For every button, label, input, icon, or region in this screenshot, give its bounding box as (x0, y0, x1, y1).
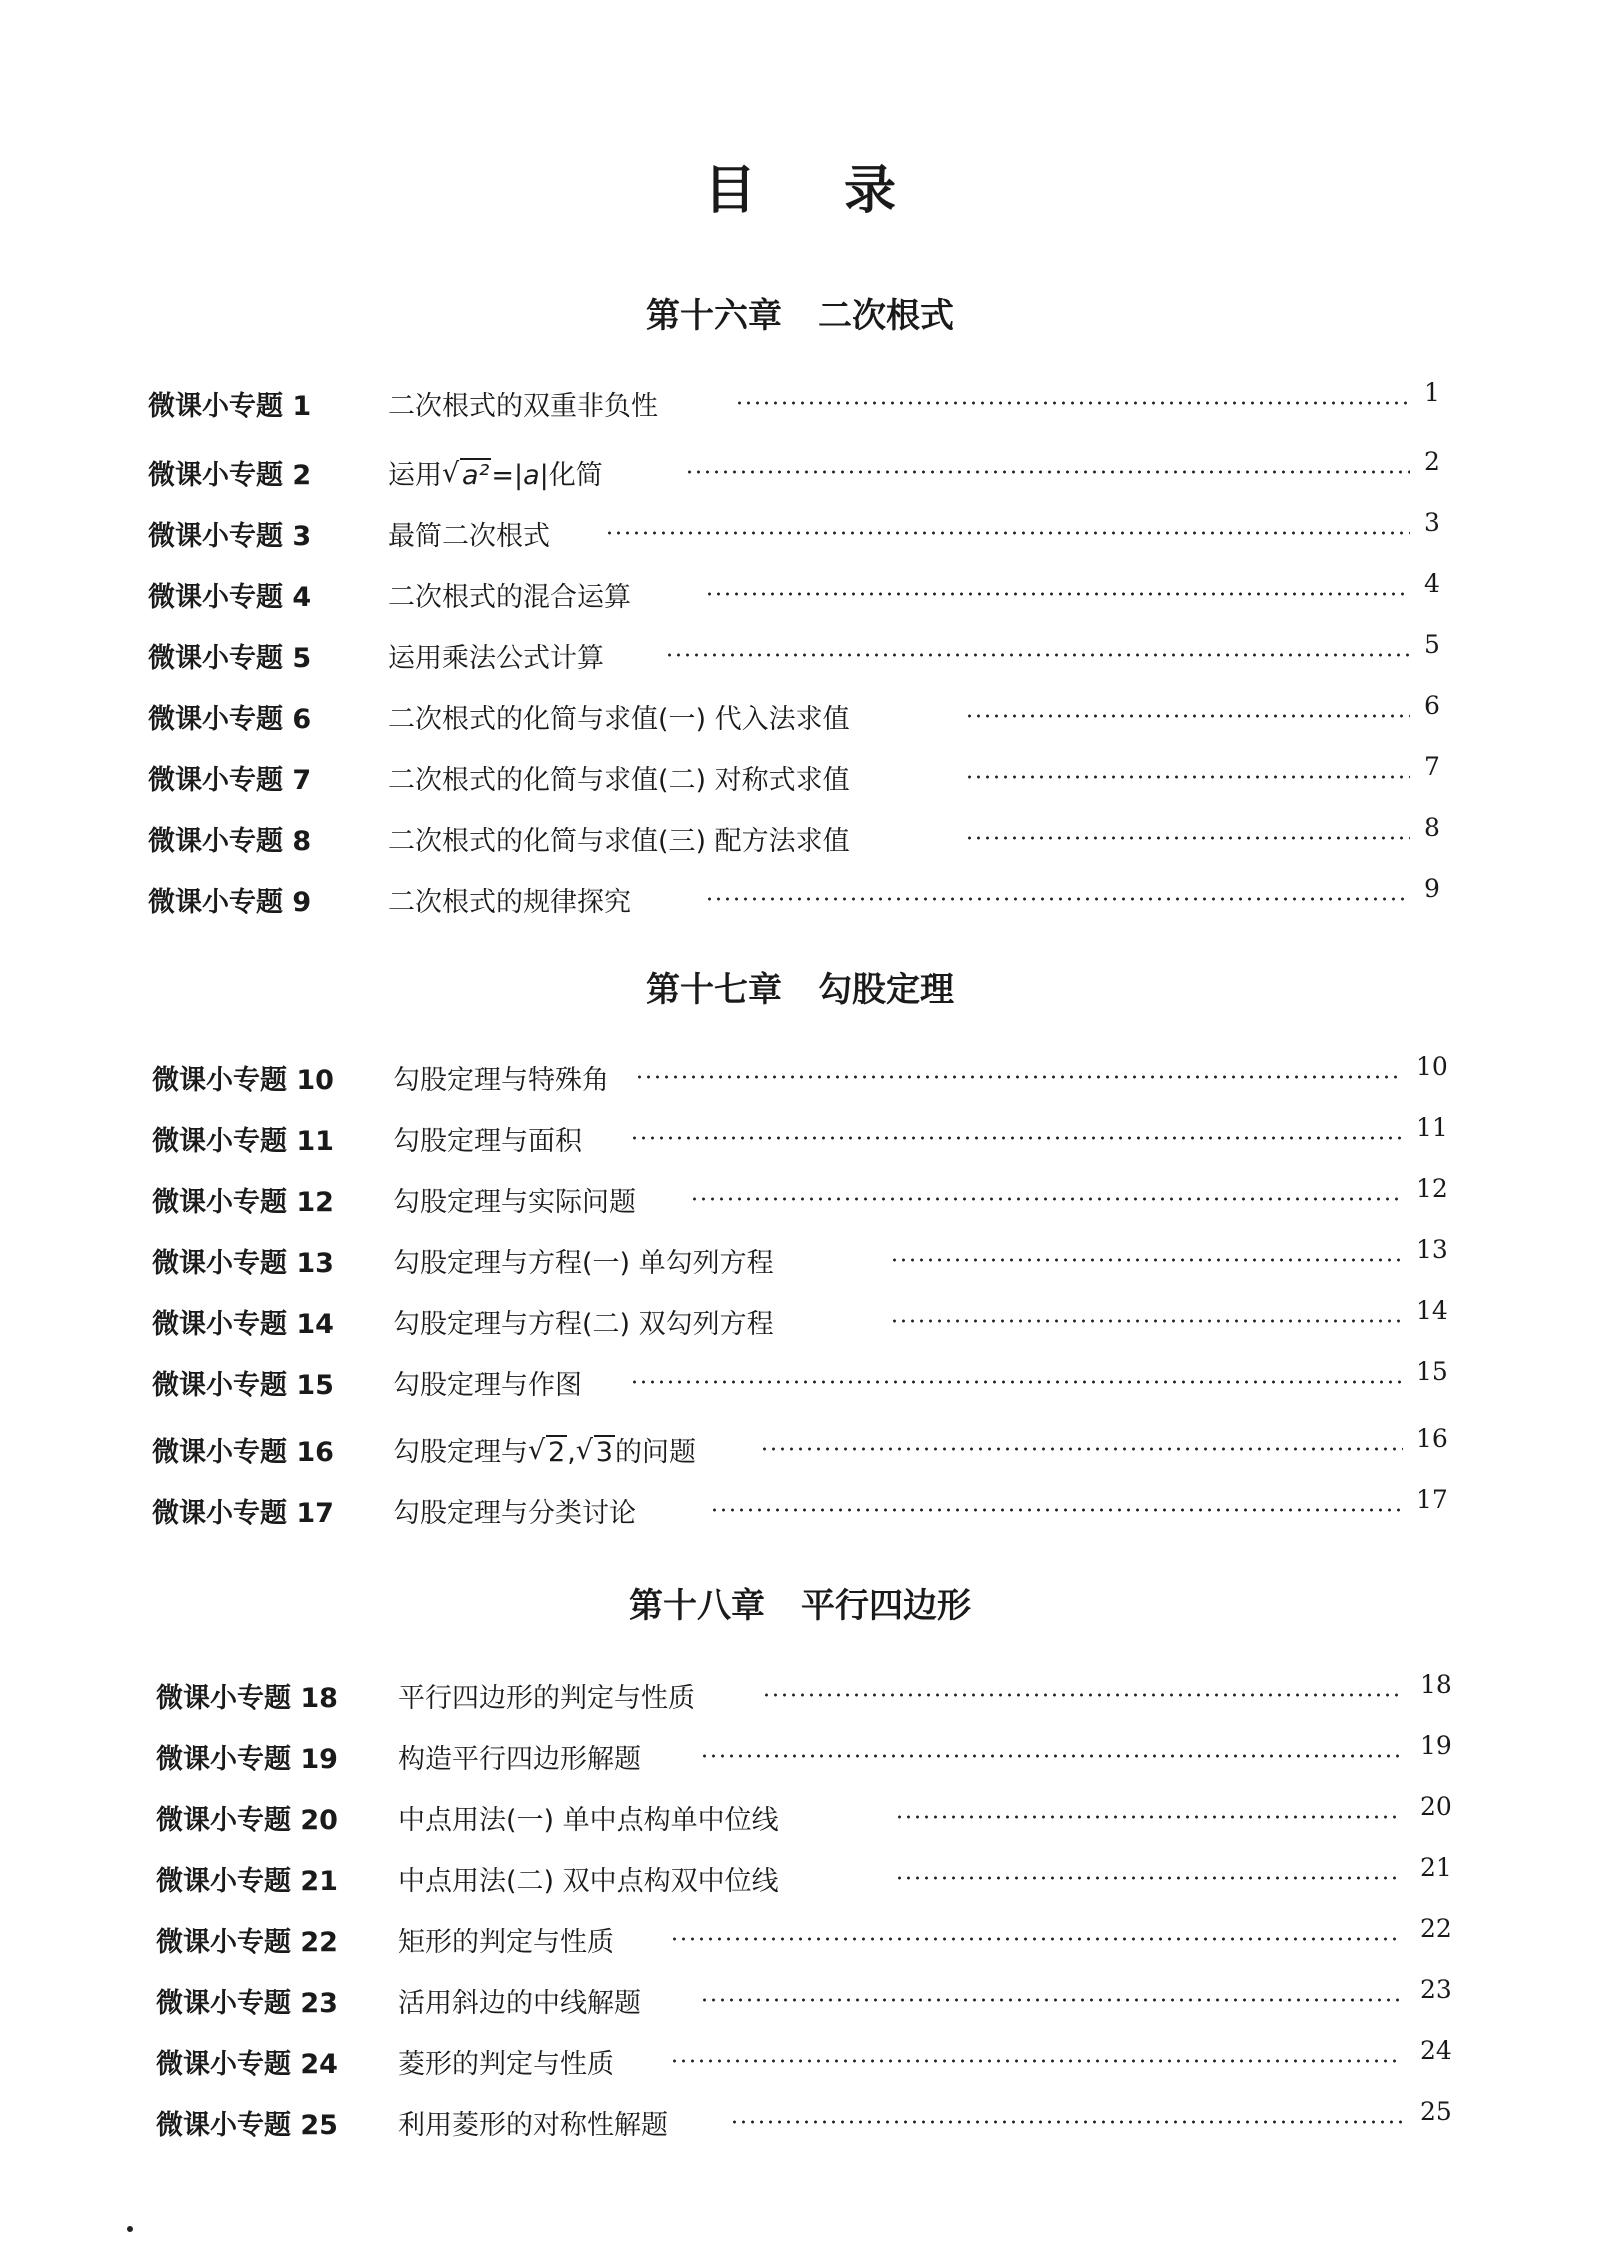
entry-label: 微课小专题 14 (152, 1309, 334, 1340)
toc-entry[interactable] (0, 1296, 1600, 1346)
entry-label: 微课小专题 21 (156, 1866, 338, 1897)
entry-label: 微课小专题 8 (148, 826, 312, 857)
dot-leader (630, 1135, 1403, 1141)
dot-leader (630, 1379, 1403, 1385)
chapter-name: 勾股定理 (818, 970, 954, 1010)
entry-label: 微课小专题 12 (152, 1187, 334, 1218)
entry-title: 菱形的判定与性质 (398, 2049, 614, 2080)
entry-label: 微课小专题 5 (148, 643, 312, 674)
entry-title: 二次根式的化简与求值(一) 代入法求值 (388, 704, 850, 735)
entry-title: 利用菱形的对称性解题 (398, 2110, 668, 2141)
dot-leader (705, 591, 1410, 597)
page-number: 20 (1420, 1792, 1452, 1821)
toc-entry[interactable] (0, 813, 1600, 863)
page-number: 22 (1420, 1914, 1452, 1943)
entry-label: 微课小专题 17 (152, 1498, 334, 1529)
page-number: 12 (1416, 1174, 1448, 1203)
entry-title: 二次根式的双重非负性 (388, 391, 658, 422)
dot-leader (895, 1814, 1402, 1820)
toc-entry[interactable] (0, 1670, 1600, 1720)
toc-entry[interactable] (0, 508, 1600, 558)
toc-entry[interactable] (0, 2036, 1600, 2086)
entry-title: 最简二次根式 (388, 521, 550, 552)
entry-label: 微课小专题 25 (156, 2110, 338, 2141)
page-title: 目录 (703, 161, 984, 221)
page-number: 13 (1416, 1235, 1448, 1264)
entry-title (388, 453, 603, 492)
entry-label: 微课小专题 15 (152, 1370, 334, 1401)
entry-label: 微课小专题 10 (152, 1065, 334, 1096)
scan-speck (127, 2226, 133, 2232)
entry-title: 二次根式的化简与求值(二) 对称式求值 (388, 765, 850, 796)
page-number: 2 (1424, 447, 1440, 476)
chapter-heading (0, 962, 1600, 1011)
page-number: 24 (1420, 2036, 1452, 2065)
page-number: 21 (1420, 1853, 1452, 1882)
page-number: 11 (1416, 1113, 1448, 1142)
toc-entry[interactable] (0, 874, 1600, 924)
dot-leader (700, 1753, 1402, 1759)
dot-leader (965, 774, 1410, 780)
chapter-number: 第十八章 (629, 1586, 765, 1626)
radicand: 3 (595, 1437, 613, 1468)
sqrt-symbol (576, 1437, 615, 1468)
page-number: 4 (1424, 569, 1440, 598)
dot-leader (760, 1446, 1403, 1452)
title-separator: , (567, 1437, 576, 1468)
dot-leader (670, 2058, 1402, 2064)
entry-title: 二次根式的规律探究 (388, 887, 631, 918)
toc-entry[interactable] (0, 447, 1600, 497)
chapter-heading (0, 288, 1600, 337)
page-number: 17 (1416, 1485, 1448, 1514)
entry-title: 中点用法(一) 单中点构单中位线 (398, 1805, 779, 1836)
toc-entry[interactable] (0, 1113, 1600, 1163)
entry-label: 微课小专题 23 (156, 1988, 338, 2019)
dot-leader (965, 713, 1410, 719)
dot-leader (685, 469, 1410, 475)
dot-leader (710, 1507, 1403, 1513)
entry-title: 勾股定理与分类讨论 (393, 1498, 636, 1529)
toc-entry[interactable] (0, 1424, 1600, 1474)
formula-rest: =|a| (491, 460, 549, 491)
dot-leader (890, 1257, 1403, 1263)
page-number: 25 (1420, 2097, 1452, 2126)
entry-title: 勾股定理与特殊角 (393, 1065, 609, 1096)
entry-label: 微课小专题 18 (156, 1683, 338, 1714)
toc-entry[interactable] (0, 1853, 1600, 1903)
entry-title: 运用乘法公式计算 (388, 643, 604, 674)
dot-leader (670, 1936, 1402, 1942)
toc-entry[interactable] (0, 569, 1600, 619)
dot-leader (890, 1318, 1403, 1324)
toc-entry[interactable] (0, 1052, 1600, 1102)
page-number: 6 (1424, 691, 1440, 720)
title-prefix: 勾股定理与 (393, 1437, 528, 1468)
entry-label: 微课小专题 13 (152, 1248, 334, 1279)
entry-title: 构造平行四边形解题 (398, 1744, 641, 1775)
chapter-number: 第十七章 (646, 970, 782, 1010)
page-number: 7 (1424, 752, 1440, 781)
dot-leader (700, 1997, 1402, 2003)
dot-leader (730, 2119, 1402, 2125)
dot-leader (965, 835, 1410, 841)
page-number: 16 (1416, 1424, 1448, 1453)
chapter-number: 第十六章 (646, 296, 782, 336)
entry-label: 微课小专题 4 (148, 582, 312, 613)
toc-entry[interactable] (0, 752, 1600, 802)
toc-entry[interactable] (0, 1235, 1600, 1285)
toc-entry[interactable] (0, 378, 1600, 428)
page-number: 5 (1424, 630, 1440, 659)
title-prefix: 运用 (388, 460, 442, 491)
entry-label: 微课小专题 24 (156, 2049, 338, 2080)
entry-label: 微课小专题 2 (148, 460, 312, 491)
dot-leader (605, 530, 1410, 536)
entry-label: 微课小专题 3 (148, 521, 312, 552)
title-suffix: 化简 (548, 460, 603, 491)
chapter-name: 平行四边形 (801, 1586, 971, 1626)
page-number: 23 (1420, 1975, 1452, 2004)
radicand: 2 (548, 1437, 566, 1468)
dot-leader (895, 1875, 1402, 1881)
radicand: a² (462, 460, 490, 491)
entry-title: 勾股定理与作图 (393, 1370, 582, 1401)
dot-leader (762, 1692, 1402, 1698)
entry-title: 矩形的判定与性质 (398, 1927, 614, 1958)
toc-entry[interactable] (0, 1174, 1600, 1224)
entry-title: 二次根式的化简与求值(三) 配方法求值 (388, 826, 850, 857)
entry-title: 勾股定理与面积 (393, 1126, 582, 1157)
dot-leader (690, 1196, 1403, 1202)
toc-entry[interactable] (0, 691, 1600, 741)
dot-leader (705, 896, 1410, 902)
toc-entry[interactable] (0, 1731, 1600, 1781)
toc-entry[interactable] (0, 1792, 1600, 1842)
entry-label: 微课小专题 20 (156, 1805, 338, 1836)
entry-label: 微课小专题 6 (148, 704, 312, 735)
dot-leader (635, 1074, 1403, 1080)
toc-entry[interactable] (0, 1485, 1600, 1535)
entry-label: 微课小专题 9 (148, 887, 312, 918)
toc-entry[interactable] (0, 1357, 1600, 1407)
entry-label: 微课小专题 22 (156, 1927, 338, 1958)
entry-title: 活用斜边的中线解题 (398, 1988, 641, 2019)
dot-leader (665, 652, 1410, 658)
entry-title: 中点用法(二) 双中点构双中位线 (398, 1866, 779, 1897)
title-suffix: 的问题 (614, 1437, 696, 1468)
toc-entry[interactable] (0, 1975, 1600, 2025)
page-number: 18 (1420, 1670, 1452, 1699)
page-number: 15 (1416, 1357, 1448, 1386)
chapter-name: 二次根式 (818, 296, 954, 336)
sqrt-symbol (442, 460, 491, 491)
page-number: 19 (1420, 1731, 1452, 1760)
entry-label: 微课小专题 1 (148, 391, 312, 422)
entry-title: 勾股定理与方程(一) 单勾列方程 (393, 1248, 774, 1279)
entry-title: 勾股定理与实际问题 (393, 1187, 636, 1218)
entry-title: 平行四边形的判定与性质 (398, 1683, 695, 1714)
entry-title: 二次根式的混合运算 (388, 582, 631, 613)
page-number: 1 (1424, 378, 1440, 407)
entry-label: 微课小专题 7 (148, 765, 312, 796)
page-number: 3 (1424, 508, 1440, 537)
chapter-heading (0, 1578, 1600, 1627)
page-number: 10 (1416, 1052, 1448, 1081)
toc-entry[interactable] (0, 2097, 1600, 2147)
sqrt-symbol (528, 1437, 567, 1468)
toc-entry[interactable] (0, 1914, 1600, 1964)
dot-leader (735, 400, 1410, 406)
entry-label: 微课小专题 19 (156, 1744, 338, 1775)
entry-title (393, 1430, 696, 1469)
entry-label: 微课小专题 16 (152, 1437, 334, 1468)
page-number: 9 (1424, 874, 1440, 903)
page-number: 14 (1416, 1296, 1448, 1325)
toc-entry[interactable] (0, 630, 1600, 680)
entry-title: 勾股定理与方程(二) 双勾列方程 (393, 1309, 774, 1340)
page-number: 8 (1424, 813, 1440, 842)
entry-label: 微课小专题 11 (152, 1126, 334, 1157)
